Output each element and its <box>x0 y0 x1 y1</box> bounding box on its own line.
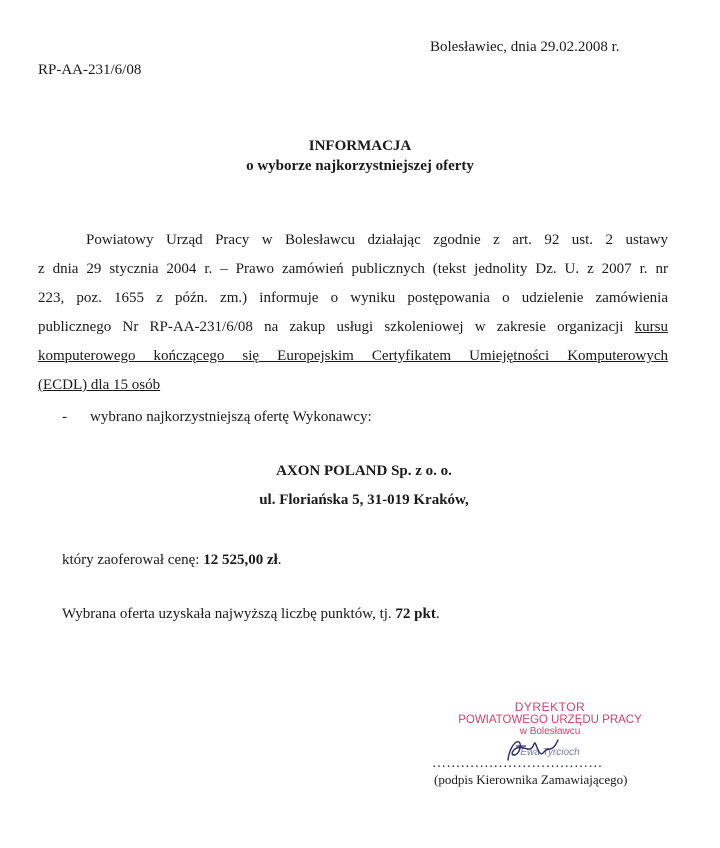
price-label: który zaoferował cenę: <box>62 552 204 568</box>
stamp-town: w Bolesławcu <box>519 726 581 737</box>
points-label: Wybrana oferta uzyskała najwyższą liczbę punktów, tj. <box>62 606 396 622</box>
body-line-5-underlined: komputerowego kończącego się Europejskim Certyfikatem Umiejętności Komputerowych <box>38 348 668 364</box>
body-line-2: z dnia 29 stycznia 2004 r. – Prawo zamówień publicznych (tekst jednolity Dz. U. z 2007 r. nr <box>38 261 668 277</box>
body-line-1: Powiatowy Urząd Pracy w Bolesławcu działając zgodnie z art. 92 ust. 2 ustawy <box>86 232 668 248</box>
body-line-4 <box>38 313 668 342</box>
body-paragraph <box>38 226 668 400</box>
body-line-3: 223, poz. 1655 z późn. zm.) informuje o wyniku postępowania o udzielenie zamówienia <box>38 290 668 306</box>
underlined-course-start: kursu <box>634 319 668 335</box>
body-line-6 <box>38 371 668 400</box>
document-title: INFORMACJA <box>308 138 412 154</box>
stamp-person: Ewa Tyrcioch <box>520 747 580 758</box>
list-item <box>62 409 372 426</box>
price-suffix: . <box>277 552 282 568</box>
stamp-title: DYREKTOR <box>514 700 586 714</box>
signature-caption: (podpis Kierownika Zamawiającego) <box>434 772 628 787</box>
points-value: 72 pkt <box>395 606 436 622</box>
body-line-4-text: publicznego Nr RP-AA-231/6/08 na zakup usługi szkoleniowej w zakresie organizacji <box>38 319 635 335</box>
points-line <box>62 606 440 623</box>
price-value: 12 525,00 zł <box>203 552 278 568</box>
list-item-text: wybrano najkorzystniejszą ofertę Wykonawcy: <box>90 409 372 425</box>
points-suffix: . <box>435 606 440 622</box>
stamp-office: POWIATOWEGO URZĘDU PRACY <box>458 714 642 726</box>
reference-number: RP-AA-231/6/08 <box>38 62 142 78</box>
price-line <box>62 552 282 569</box>
contractor-address: ul. Floriańska 5, 31-019 Kraków, <box>259 492 469 508</box>
place-and-date: Bolesławiec, dnia 29.02.2008 r. <box>430 39 620 55</box>
underlined-course-end: (ECDL) dla 15 osób <box>38 377 161 393</box>
contractor-name: AXON POLAND Sp. z o. o. <box>276 463 452 479</box>
list-bullet: - <box>62 409 67 425</box>
signature-line: ……………………………… <box>432 756 603 771</box>
document-subtitle: o wyborze najkorzystniejszej oferty <box>246 158 474 174</box>
